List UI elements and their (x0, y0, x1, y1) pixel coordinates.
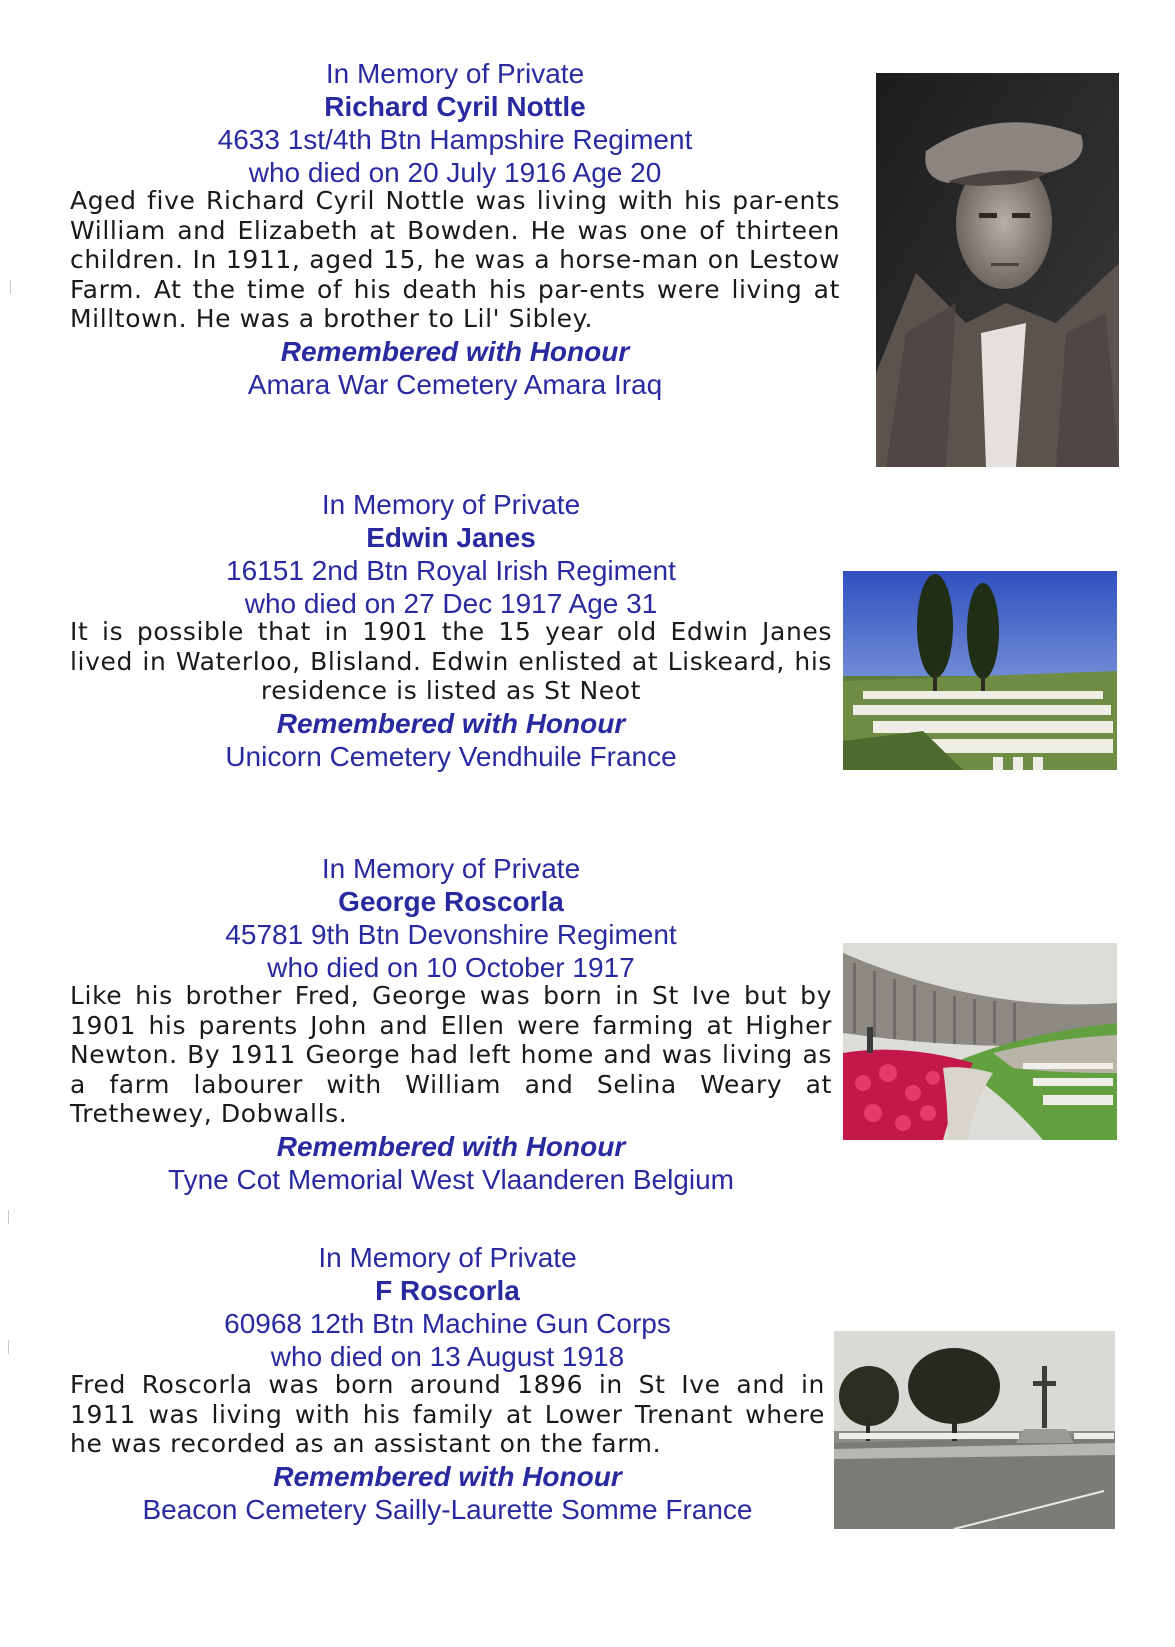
entry-text (70, 57, 840, 401)
soldier-name: George Roscorla (338, 886, 564, 917)
memory-heading: In Memory of Private (321, 853, 581, 884)
biography: Aged five Richard Cyril Nottle was living with his par-ents William and Elizabeth at Bowden. He was one of thirteen children. In 1911, aged 15, he was a horse-man on Lestow Farm. At the time of his death his par-ents were living at Milltown. He was a brother to Lil' Sibley. (70, 186, 840, 333)
memory-heading: In Memory of Private (325, 58, 585, 89)
scan-mark (8, 1340, 9, 1354)
portrait-photo (876, 73, 1119, 467)
entry-text (70, 1241, 825, 1526)
cemetery-name: Beacon Cemetery Sailly-Laurette Somme France (142, 1493, 753, 1525)
biography: Like his brother Fred, George was born in St Ive but by 1901 his parents John and Ellen were farming at Higher Newton. By 1911 George had left home and was living as a farm labourer with William and Selina Weary at Trethewey, Dobwalls. (70, 981, 832, 1128)
cemetery-name: Amara War Cemetery Amara Iraq (247, 368, 663, 400)
scan-mark (10, 280, 11, 294)
death-date: who died on 20 July 1916 Age 20 (248, 157, 662, 188)
regiment: 4633 1st/4th Btn Hampshire Regiment (217, 124, 693, 155)
soldier-name: Edwin Janes (366, 522, 536, 553)
memorial-photo (843, 943, 1117, 1140)
cemetery-name: Unicorn Cemetery Vendhuile France (225, 740, 677, 772)
memory-heading: In Memory of Private (318, 1242, 577, 1273)
soldier-name: F Roscorla (375, 1275, 520, 1306)
biography: Fred Roscorla was born around 1896 in St Ive and in 1911 was living with his family at Lower Trenant where he was recorded as an assistant on the farm. (70, 1370, 825, 1458)
honour-line: Remembered with Honour (276, 1130, 626, 1162)
cemetery-cross-photo (834, 1331, 1115, 1529)
regiment: 60968 12th Btn Machine Gun Corps (224, 1308, 671, 1339)
death-date: who died on 13 August 1918 (270, 1341, 625, 1372)
regiment: 16151 2nd Btn Royal Irish Regiment (226, 555, 676, 586)
honour-line: Remembered with Honour (280, 335, 630, 367)
death-date: who died on 10 October 1917 (267, 952, 635, 983)
memory-heading: In Memory of Private (321, 489, 581, 520)
soldier-name: Richard Cyril Nottle (324, 91, 586, 122)
entry-text (70, 488, 832, 773)
biography: It is possible that in 1901 the 15 year old Edwin Janes lived in Waterloo, Blisland. Edwin enlisted at Liskeard, his residence is listed as St Neot (70, 617, 832, 705)
regiment: 45781 9th Btn Devonshire Regiment (225, 919, 677, 950)
death-date: who died on 27 Dec 1917 Age 31 (244, 588, 658, 619)
cemetery-name: Tyne Cot Memorial West Vlaanderen Belgium (168, 1163, 734, 1195)
entry-text (70, 852, 832, 1196)
honour-line: Remembered with Honour (276, 707, 626, 739)
cemetery-photo (843, 571, 1117, 770)
honour-line: Remembered with Honour (273, 1460, 622, 1492)
scan-mark (8, 1210, 9, 1224)
